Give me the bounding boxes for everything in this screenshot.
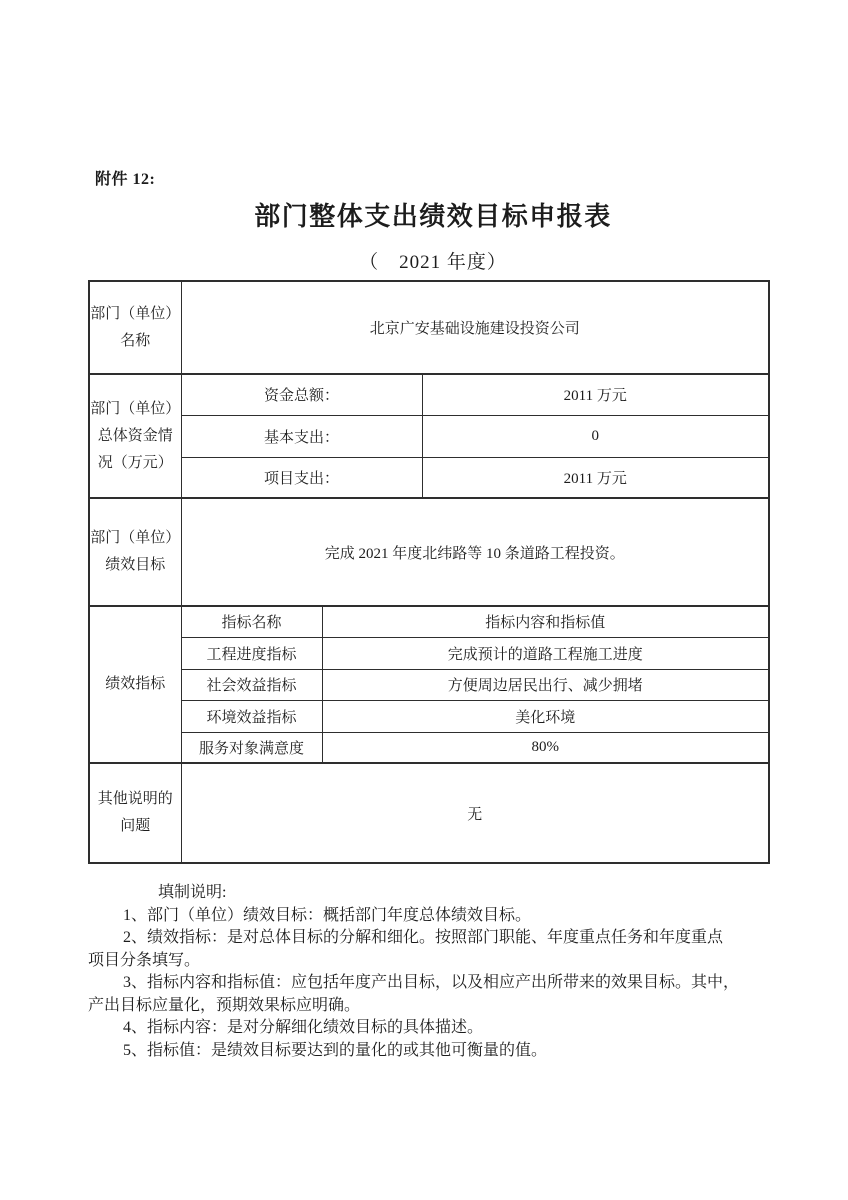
funding-total-label: 资金总额： — [181, 374, 422, 415]
indicator-header-row — [89, 606, 769, 637]
indicator-satisfaction-label: 服务对象满意度 — [181, 732, 322, 763]
instruction-item-2-cont: 项目分条填写。 — [88, 951, 201, 969]
indicator-environment-value: 美化环境 — [322, 700, 769, 732]
indicator-row-social — [89, 669, 769, 700]
funding-row-basic — [89, 415, 769, 457]
instruction-item-4: 4、指标内容：是对分解细化绩效目标的具体描述。 — [123, 1019, 484, 1036]
page-title: 部门整体支出绩效目标申报表 — [254, 202, 612, 231]
page-subtitle-year: （ 2021 年度） — [359, 252, 507, 273]
instruction-item-2: 2、绩效指标：是对总体目标的分解和细化。按照部门职能、年度重点任务和年度重点 — [123, 929, 724, 946]
indicators-header — [89, 606, 181, 763]
department-name-row — [89, 281, 769, 374]
header-line: 部门（单位） — [90, 305, 181, 322]
funding-basic-value: 0 — [422, 415, 769, 457]
header-line: 部门（单位） — [90, 400, 181, 417]
indicator-name-col-label: 指标名称 — [181, 606, 322, 637]
funding-row-project — [89, 457, 769, 498]
indicator-progress-value: 完成预计的道路工程施工进度 — [322, 637, 769, 669]
header-line: 绩效目标 — [105, 557, 166, 573]
header-line: 总体资金情 — [97, 427, 173, 444]
instruction-item-1: 1、部门（单位）绩效目标：概括部门年度总体绩效目标。 — [123, 906, 532, 924]
instruction-item-3-cont: 产出目标应量化，预期效果标应明确。 — [88, 996, 361, 1014]
department-name-header — [89, 281, 181, 374]
header-line: 其他说明的 — [97, 791, 173, 807]
performance-goal-header — [89, 498, 181, 606]
funding-header — [89, 374, 181, 498]
performance-goal-value: 完成 2021 年度北纬路等 10 条道路工程投资。 — [181, 498, 769, 606]
indicator-row-satisfaction — [89, 732, 769, 763]
header-line: 部门（单位） — [90, 530, 181, 546]
header-line: 名称 — [120, 332, 151, 349]
indicator-progress-label: 工程进度指标 — [181, 637, 322, 669]
attachment-label: 附件 12: — [95, 171, 156, 188]
other-notes-value: 无 — [181, 763, 769, 863]
funding-row-total — [89, 374, 769, 415]
funding-total-value: 2011 万元 — [422, 374, 769, 415]
header-line: 况（万元） — [97, 454, 173, 471]
indicator-satisfaction-value: 80% — [322, 732, 769, 763]
indicator-social-value: 方便周边居民出行、减少拥堵 — [322, 669, 769, 700]
indicator-social-label: 社会效益指标 — [181, 669, 322, 700]
instruction-item-3: 3、指标内容和指标值：应包括年度产出目标，以及相应产出所带来的效果目标。其中， — [123, 974, 740, 991]
header-line: 绩效指标 — [105, 676, 166, 692]
header-line: 问题 — [120, 818, 151, 834]
instruction-item-5: 5、指标值：是绩效目标要达到的量化的或其他可衡量的值。 — [123, 1041, 548, 1059]
filling-instructions — [88, 882, 744, 1062]
indicator-row-progress — [89, 637, 769, 669]
funding-project-label: 项目支出： — [181, 457, 422, 498]
indicator-environment-label: 环境效益指标 — [181, 700, 322, 732]
performance-goal-row — [89, 498, 769, 606]
other-notes-row — [89, 763, 769, 863]
funding-project-value: 2011 万元 — [422, 457, 769, 498]
funding-basic-label: 基本支出： — [181, 415, 422, 457]
indicator-row-environment — [89, 700, 769, 732]
declaration-table — [88, 280, 770, 864]
instructions-heading: 填制说明: — [158, 884, 227, 901]
other-notes-header — [89, 763, 181, 863]
department-name-value: 北京广安基础设施建设投资公司 — [181, 281, 769, 374]
indicator-content-col-label: 指标内容和指标值 — [322, 606, 769, 637]
